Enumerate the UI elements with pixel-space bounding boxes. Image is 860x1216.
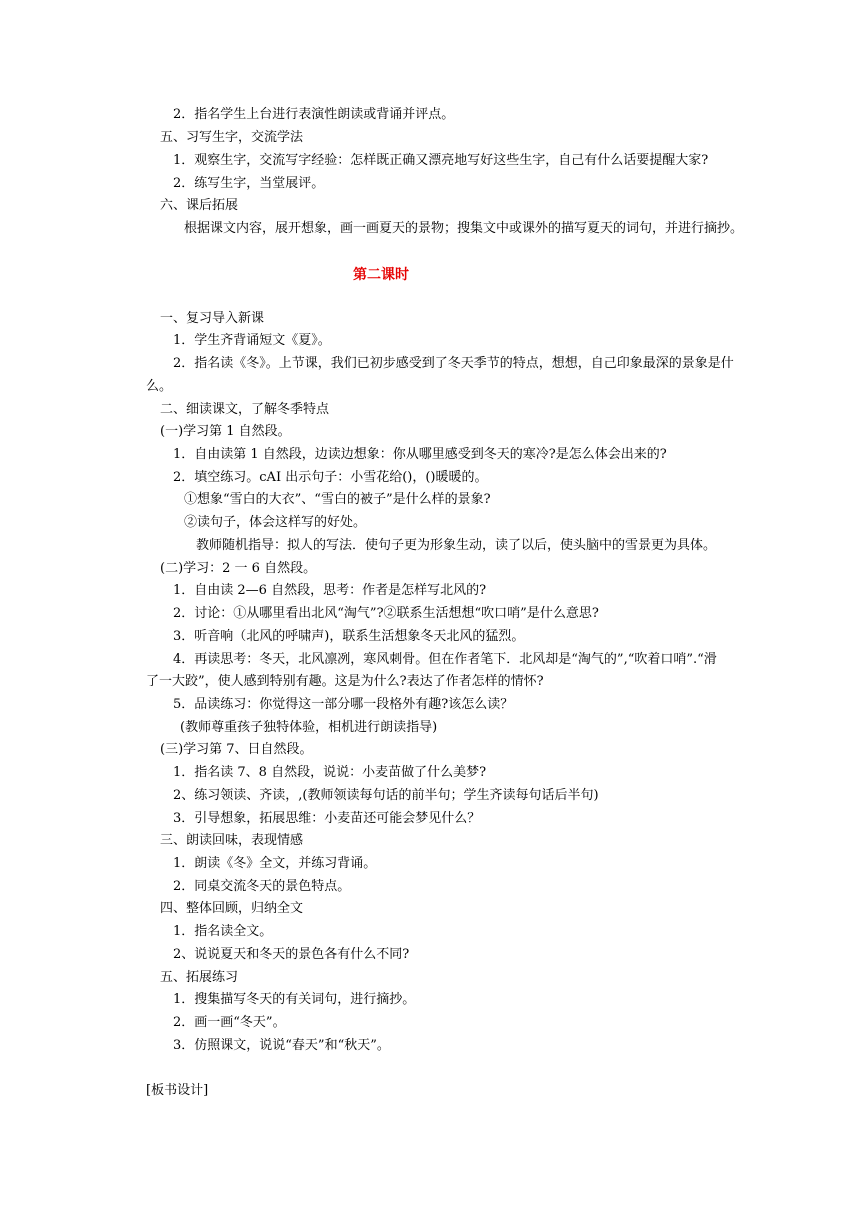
paragraph-line: 1．学生齐背诵短文《夏》。 [173, 333, 331, 348]
paragraph-line: 1．自由读 2—6 自然段，思考：作者是怎样写北风的? [173, 583, 487, 598]
subsection-heading: (二)学习：2 一 6 自然段。 [160, 561, 317, 576]
section-heading: 四、整体回顾，归纳全文 [160, 901, 304, 916]
paragraph-line: 1．指名读 7、8 自然段，说说：小麦苗做了什么美梦? [173, 765, 487, 780]
section-heading: 一、复习导入新课 [160, 311, 265, 326]
paragraph-line: 教师随机指导：拟人的写法．使句子更为形象生动，读了以后，使头脑中的雪景更为具体。 [196, 538, 717, 553]
paragraph-line: 4．再读思考：冬天，北风凛冽，寒风刺骨。但在作者笔下．北风却是“淘气的”,“吹着口哨”.“滑 [173, 652, 717, 667]
paragraph-line: 根据课文内容，展开想象，画一画夏天的景物；搜集文中或课外的描写夏天的词句，并进行摘抄。 [184, 221, 744, 236]
paragraph-line: 2．填空练习。cAI 出示句子：小雪花给()，()暖暖的。 [173, 470, 488, 485]
section-heading: 二、细读课文，了解冬季特点 [160, 402, 330, 417]
paragraph-line: ②读句子，体会这样写的好处。 [184, 515, 367, 530]
paragraph-line: 1．指名读全文。 [173, 924, 273, 939]
paragraph-line: 1．观察生字，交流写字经验：怎样既正确又漂亮地写好这些生字，自己有什么话要提醒大家? [173, 153, 709, 168]
paragraph-line: 2．指名学生上台进行表演性朗读或背诵并评点。 [173, 107, 455, 122]
paragraph-line: 2．同桌交流冬天的景色特点。 [173, 879, 351, 894]
paragraph-line: 3．听音响（北风的呼啸声)，联系生活想象冬天北风的猛烈。 [173, 629, 525, 644]
subsection-heading: (三)学习第 7、日自然段。 [160, 742, 313, 757]
paragraph-line: 2．指名读《冬》。上节课，我们已初步感受到了冬天季节的特点，想想，自己印象最深的景象是什 [173, 356, 734, 371]
paragraph-line: 1．搜集描写冬天的有关词句，进行摘抄。 [173, 992, 416, 1007]
paragraph-line: 2、说说夏天和冬天的景色各有什么不同? [173, 947, 410, 962]
paragraph-line: 5．品读练习：你觉得这一部分哪一段格外有趣?该怎么读？ [173, 697, 514, 712]
paragraph-line: 么。 [146, 379, 173, 394]
paragraph-line: 1．自由读第 1 自然段，边读边想象：你从哪里感受到冬天的寒冷?是怎么体会出来的? [173, 447, 667, 462]
paragraph-line: 2．练写生字，当堂展评。 [173, 176, 325, 191]
paragraph-line: 了一大跤”，使人感到特别有趣。这是为什么?表达了作者怎样的情怀? [146, 674, 544, 689]
paragraph-line: 2．讨论：①从哪里看出北风“淘气”?②联系生活想想“吹口哨”是什么意思? [173, 606, 599, 621]
section-heading: 五、拓展练习 [160, 970, 239, 985]
paragraph-line: 3．仿照课文，说说“春天”和“秋天”。 [173, 1038, 390, 1053]
paragraph-line: 2、练习领读、齐读，,(教师领读每句话的前半句；学生齐读每句话后半句) [173, 788, 599, 803]
paragraph-line: 1．朗读《冬》全文，并练习背诵。 [173, 856, 377, 871]
paragraph-line: 3．引导想象，拓展思维：小麦苗还可能会梦见什么？ [173, 811, 481, 826]
section-title: 第二课时 [353, 267, 409, 283]
section-heading: 六、课后拓展 [160, 198, 239, 213]
paragraph-line: (教师尊重孩子独特体验，相机进行朗读指导) [180, 720, 438, 735]
board-design-heading: [板书设计] [146, 1083, 209, 1098]
section-heading: 五、习写生字，交流学法 [160, 130, 304, 145]
paragraph-line: ①想象“雪白的大衣”、“雪白的被子”是什么样的景象? [184, 492, 491, 507]
subsection-heading: (一)学习第 1 自然段。 [160, 424, 291, 439]
section-heading: 三、朗读回味，表现情感 [160, 833, 304, 848]
paragraph-line: 2．画一画“冬天”。 [173, 1015, 286, 1030]
